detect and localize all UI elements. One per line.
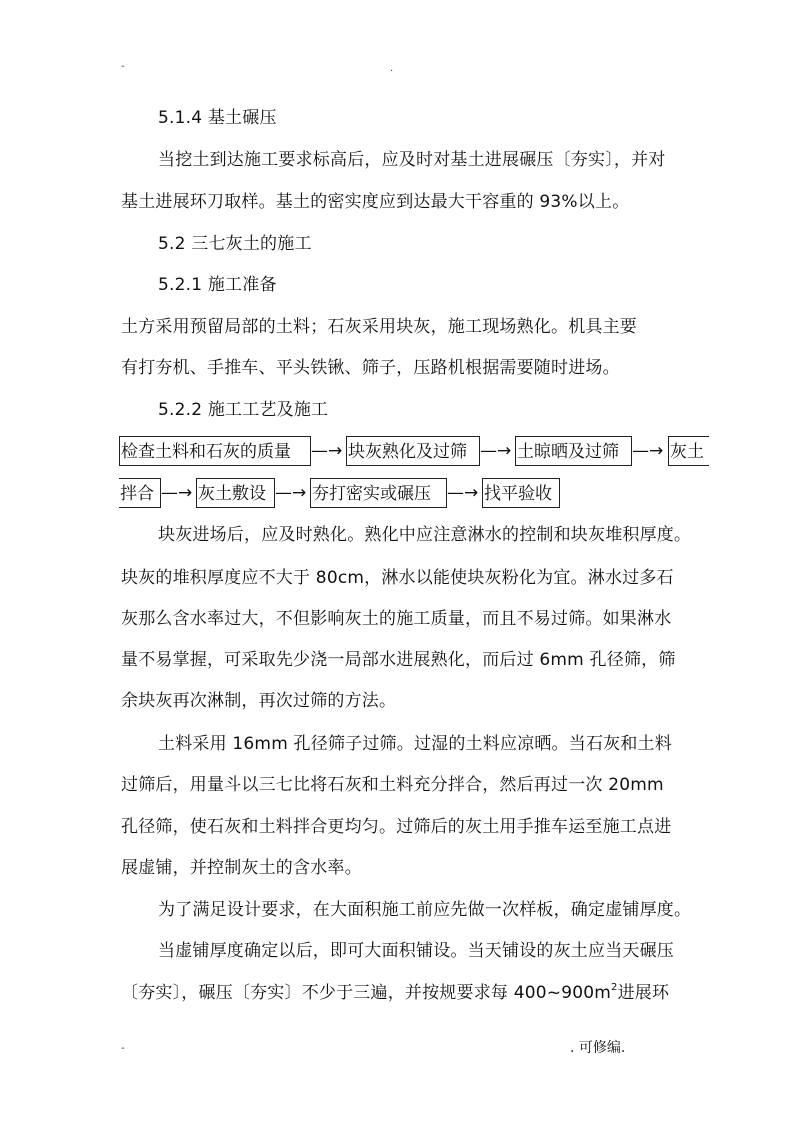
flow-arrow: —→	[275, 483, 307, 503]
paragraph-line	[121, 981, 669, 1005]
heading-5-1-4: 5.1.4 基土碾压	[158, 108, 277, 128]
header-left-mark: -	[121, 61, 125, 72]
paragraph-line: 过筛后，用量斗以三七比将石灰和土料充分拌合，然后再过一次 20mm	[121, 775, 664, 795]
flow-step: 拌合	[119, 478, 161, 508]
footer-left-mark: -	[121, 1043, 125, 1054]
flow-step: 检查土料和石灰的质量	[119, 436, 311, 466]
paragraph-line: 当虚铺厚度确定以后，即可大面积铺设。当天铺设的灰土应当天碾压	[158, 941, 674, 961]
paragraph-line: 有打夯机、手推车、平头铁锹、筛子，压路机根据需要随时进场。	[121, 358, 620, 378]
flow-step: 土晾晒及过筛	[515, 436, 632, 466]
paragraph-line: 量不易掌握，可采取先少浇一局部水进展熟化，而后过 6mm 孔径筛，筛	[121, 650, 676, 670]
flow-step: 灰土敷设	[196, 478, 275, 508]
flow-arrow: —→	[447, 483, 479, 503]
paragraph-line: 余块灰再次淋制，再次过筛的方法。	[121, 691, 397, 711]
paragraph-line: 土料采用 16mm 孔径筛子过筛。过湿的土料应凉晒。当石灰和土料	[158, 734, 672, 754]
paragraph-line: 为了满足设计要求，在大面积施工前应先做一次样板，确定虚铺厚度。	[158, 900, 692, 920]
heading-5-2-1: 5.2.1 施工准备	[158, 275, 277, 295]
process-flow-row-1	[0, 436, 794, 466]
paragraph-line: 基土进展环刀取样。基土的密实度应到达最大干容重的 93%以上。	[121, 192, 630, 212]
flow-step: 灰土	[668, 436, 709, 466]
flow-step: 夯打密实或碾压	[310, 478, 447, 508]
flow-arrow: —→	[311, 441, 343, 461]
heading-5-2-2: 5.2.2 施工工艺及施工	[158, 400, 329, 420]
paragraph-text: 进展环	[617, 983, 670, 1003]
flow-step: 找平验收	[482, 478, 560, 508]
paragraph-line: 块灰的堆积厚度应不大于 80cm，淋水以能使块灰粉化为宜。淋水过多石	[121, 568, 674, 588]
paragraph-text: 〔夯实〕，碾压〔夯实〕不少于三遍，并按规要求每 400~900m	[121, 983, 612, 1003]
footer-text: . 可修编.	[570, 1040, 626, 1056]
paragraph-line: 灰那么含水率过大，不但影响灰土的施工质量，而且不易过筛。如果淋水	[121, 609, 672, 629]
paragraph-line: 当挖土到达施工要求标高后，应及时对基土进展碾压〔夯实〕，并对	[158, 150, 666, 170]
paragraph-line: 展虚铺，并控制灰土的含水率。	[121, 858, 362, 878]
flow-arrow: —→	[161, 483, 193, 503]
heading-5-2: 5.2 三七灰土的施工	[158, 234, 312, 254]
flow-arrow: —→	[480, 441, 512, 461]
flow-arrow: —→	[632, 441, 664, 461]
flow-step: 块灰熟化及过筛	[346, 436, 480, 466]
superscript-2: 2	[611, 982, 618, 993]
process-flow-row-2	[0, 478, 794, 508]
paragraph-line: 孔径筛，使石灰和土料拌合更均匀。过筛后的灰土用手推车运至施工点进	[121, 817, 672, 837]
paragraph-line: 土方采用预留局部的土料；石灰采用块灰，施工现场熟化。机具主要	[121, 317, 637, 337]
header-right-mark: .	[390, 63, 394, 74]
paragraph-line: 块灰进场后，应及时熟化。熟化中应注意淋水的控制和块灰堆积厚度。	[158, 525, 692, 545]
